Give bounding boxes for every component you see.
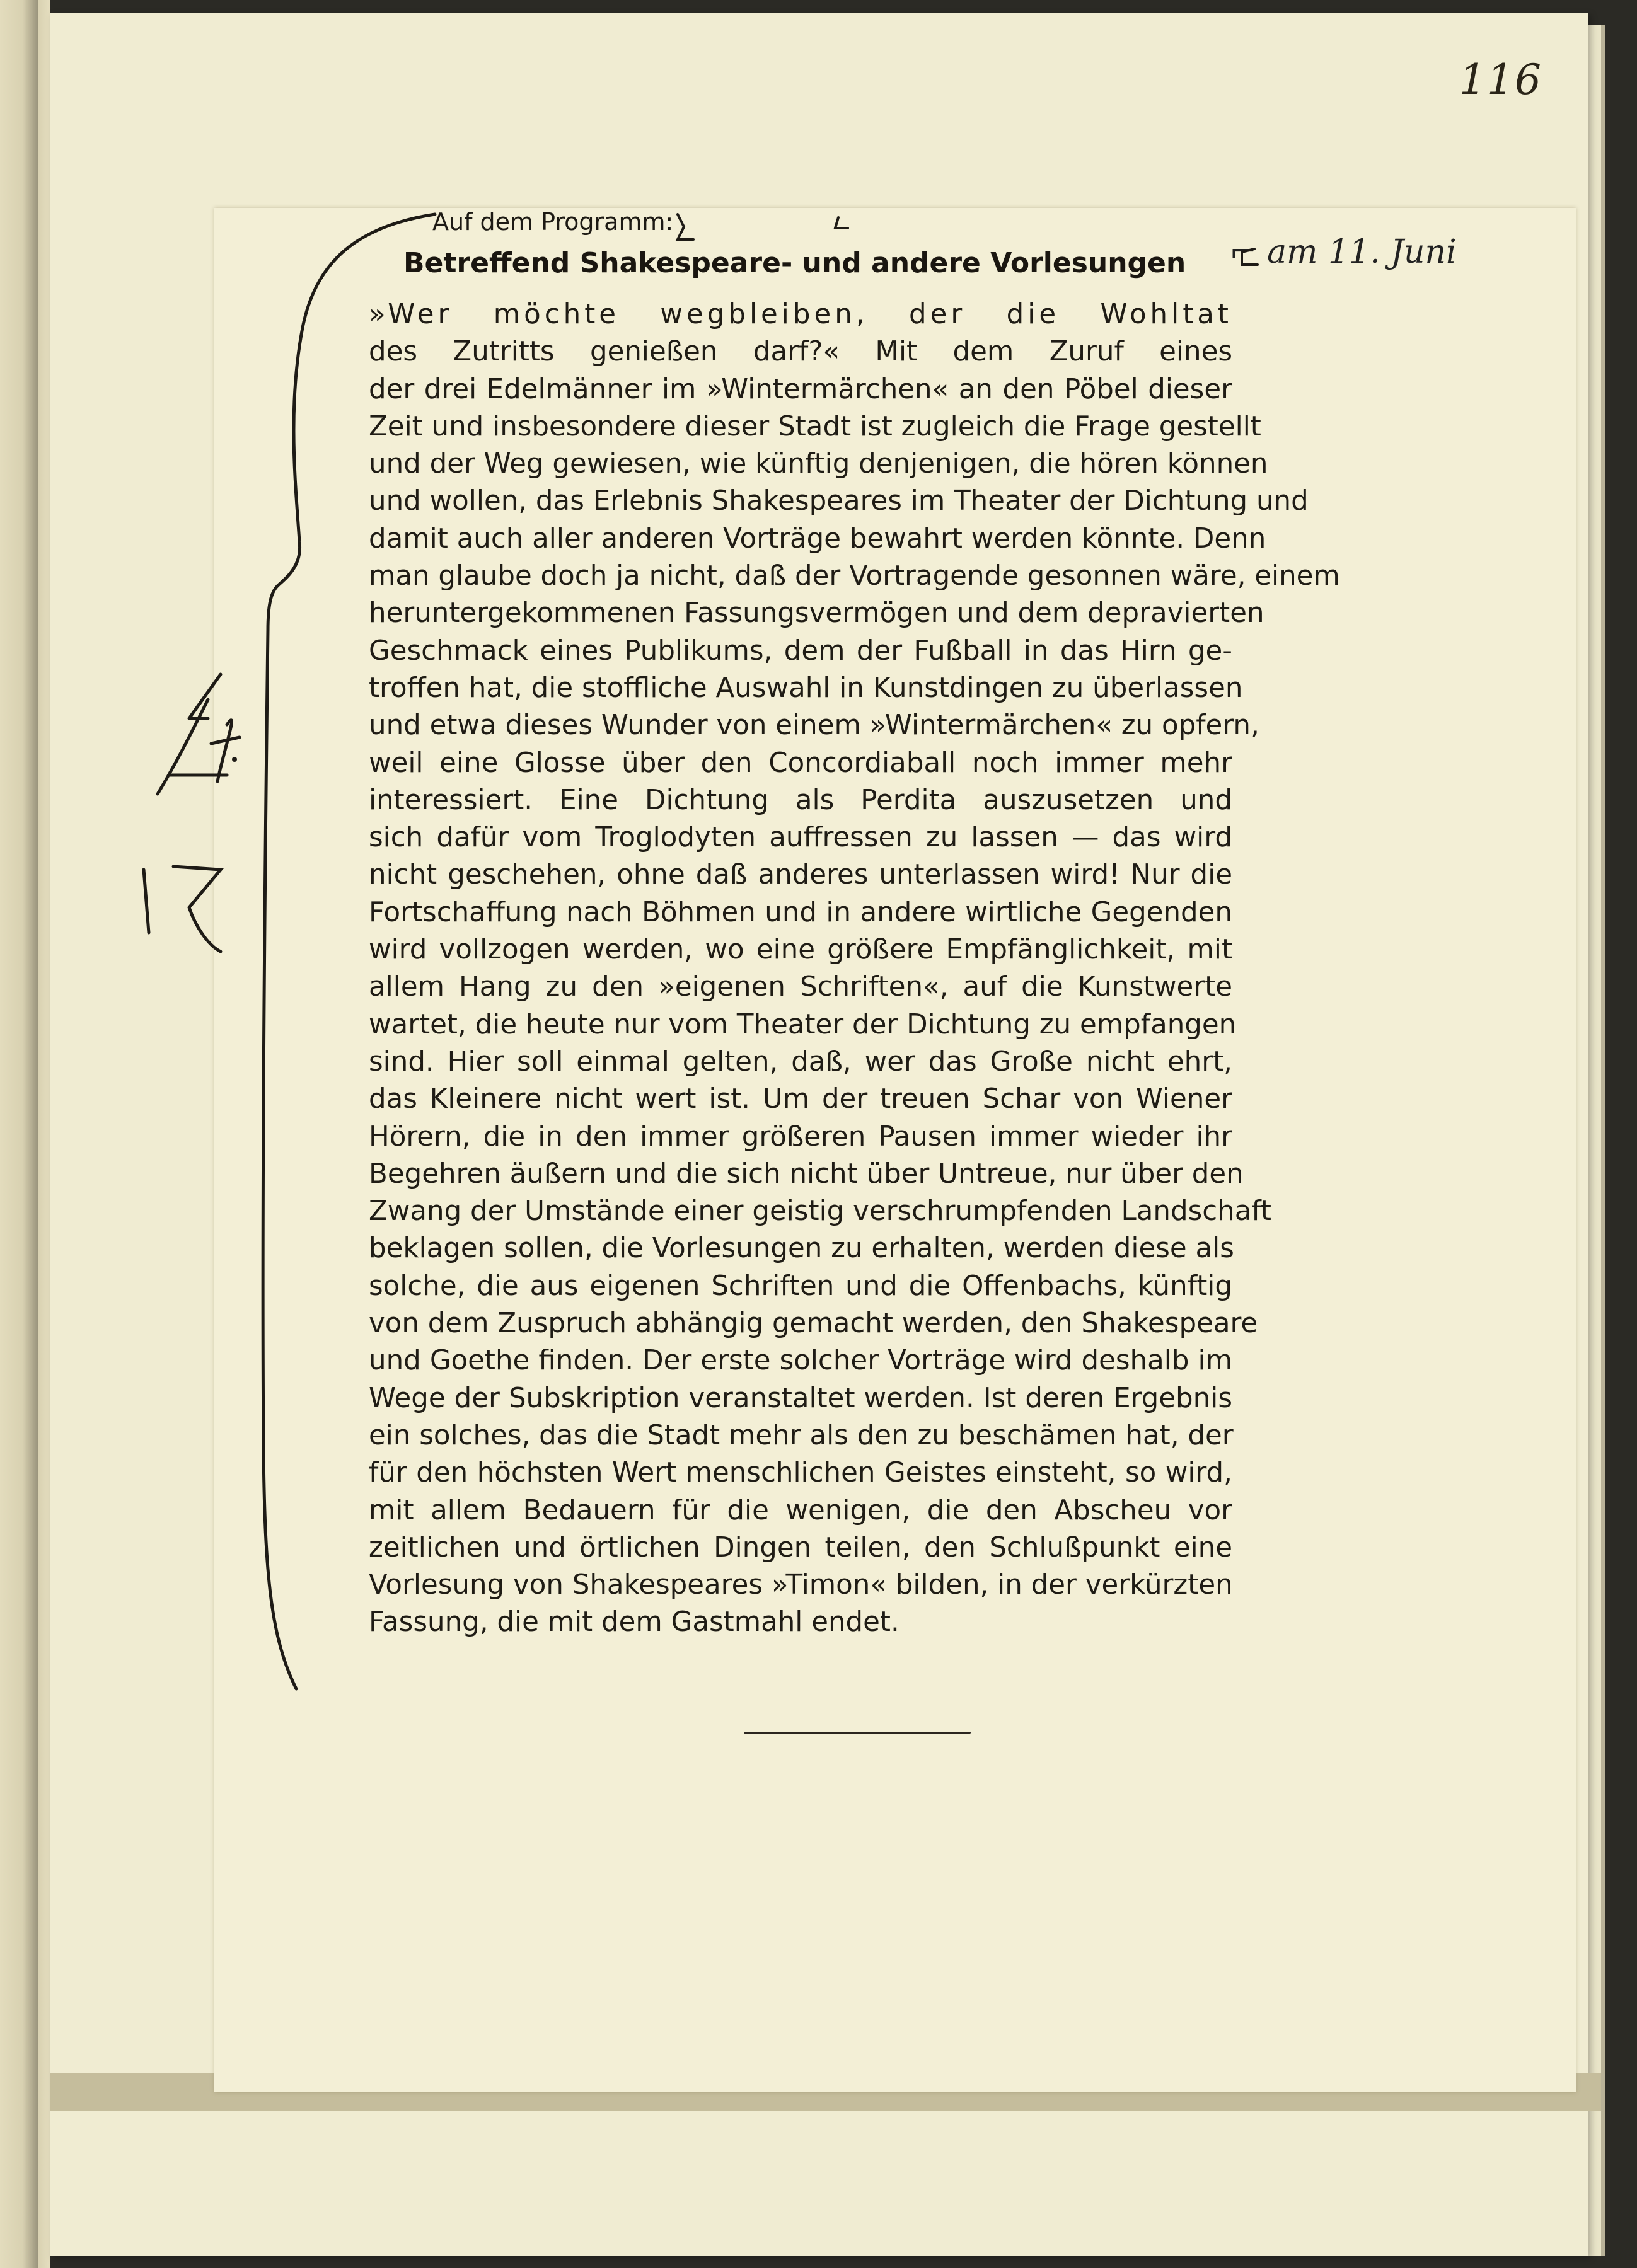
- article-line: solche, die aus eigenen Schriften und die Offenbachs, künftig: [369, 1270, 1232, 1302]
- article-line: Fortschaffung nach Böhmen und in andere wirtliche Gegenden: [369, 896, 1232, 928]
- article-line: und etwa dieses Wunder von einem »Wintermärchen« zu opfern,: [369, 710, 1259, 742]
- article-line: beklagen sollen, die Vorlesungen zu erhalten, werden diese als: [369, 1233, 1234, 1265]
- article-line: Begehren äußern und die sich nicht über Untreue, nur über den: [369, 1158, 1244, 1190]
- article-line: damit auch aller anderen Vorträge bewahrt werden könnte. Denn: [369, 522, 1266, 555]
- clipping-caption: Auf dem Programm:: [432, 208, 674, 236]
- article-line: ein solches, das die Stadt mehr als den zu beschämen hat, der: [369, 1419, 1234, 1451]
- article-line: der drei Edelmänner im »Wintermärchen« an den Pöbel dieser: [369, 373, 1232, 405]
- date-note-hook: [1242, 249, 1258, 265]
- article-line: von dem Zuspruch abhängig gemacht werden, den Shakespeare: [369, 1308, 1258, 1340]
- struck-number-dot: [232, 757, 237, 762]
- article-line: weil eine Glosse über den Concordiaball noch immer mehr: [369, 747, 1232, 779]
- article-line: Zeit und insbesondere dieser Stadt ist zugleich die Frage gestellt: [369, 410, 1261, 442]
- article-line: Vorlesung von Shakespeares »Timon« bilden, in der verkürzten: [369, 1569, 1233, 1601]
- article-line: interessiert. Eine Dichtung als Perdita auszusetzen und: [369, 784, 1232, 816]
- article-line: Hörern, die in den immer größeren Pausen immer wieder ihr: [369, 1120, 1232, 1153]
- article-line: »Wer möchte wegbleiben, der die Wohltat: [369, 299, 1232, 330]
- article-line: sind. Hier soll einmal gelten, daß, wer das Große nicht ehrt,: [369, 1045, 1232, 1078]
- insertion-mark: [835, 217, 848, 228]
- article-line: und wollen, das Erlebnis Shakespeares im Theater der Dichtung und: [369, 485, 1309, 517]
- article-line: Geschmack eines Publikums, dem der Fußball in das Hirn ge-: [369, 635, 1232, 667]
- handwritten-date-note: ⌐ am 11. Juni: [1229, 233, 1457, 271]
- article-heading: Betreffend Shakespeare- und andere Vorlesungen: [403, 247, 1186, 279]
- struck-number-mark: [158, 674, 240, 794]
- article-line: des Zutritts genießen darf?« Mit dem Zuruf eines: [369, 336, 1232, 368]
- article-line: sich dafür vom Troglodyten auffressen zu lassen — das wird: [369, 822, 1232, 854]
- article-line: nicht geschehen, ohne daß anderes unterlassen wird! Nur die: [369, 859, 1232, 891]
- margin-number-17: [144, 866, 221, 952]
- insertion-hook: [678, 214, 693, 239]
- article-line: Zwang der Umstände einer geistig verschrumpfenden Landschaft: [369, 1195, 1271, 1228]
- article-line: und Goethe finden. Der erste solcher Vorträge wird deshalb im: [369, 1345, 1232, 1377]
- article-line: für den höchsten Wert menschlichen Geistes einsteht, so wird,: [369, 1457, 1232, 1489]
- article-line: man glaube doch ja nicht, daß der Vortragende gesonnen wäre, einem: [369, 560, 1340, 592]
- article-line: und der Weg gewiesen, wie künftig denjenigen, die hören können: [369, 448, 1268, 480]
- folio-number: 116: [1459, 55, 1542, 104]
- margin-bracket: [263, 214, 435, 1689]
- article-line: Fassung, die mit dem Gastmahl endet.: [369, 1606, 899, 1638]
- article-line: das Kleinere nicht wert ist. Um der treuen Schar von Wiener: [369, 1083, 1232, 1115]
- article-line: wartet, die heute nur vom Theater der Dichtung zu empfangen: [369, 1008, 1237, 1040]
- article-line: Wege der Subskription veranstaltet werden. Ist deren Ergebnis: [369, 1382, 1232, 1414]
- article-line: zeitlichen und örtlichen Dingen teilen, den Schlußpunkt eine: [369, 1531, 1232, 1563]
- article-line: wird vollzogen werden, wo eine größere Empfänglichkeit, mit: [369, 934, 1232, 966]
- article-line: heruntergekommenen Fassungsvermögen und dem depravierten: [369, 597, 1264, 630]
- article-line: mit allem Bedauern für die wenigen, die den Abscheu vor: [369, 1494, 1232, 1526]
- article-line: troffen hat, die stoffliche Auswahl in Kunstdingen zu überlassen: [369, 672, 1243, 704]
- article-line: allem Hang zu den »eigenen Schriften«, auf die Kunstwerte: [369, 971, 1232, 1003]
